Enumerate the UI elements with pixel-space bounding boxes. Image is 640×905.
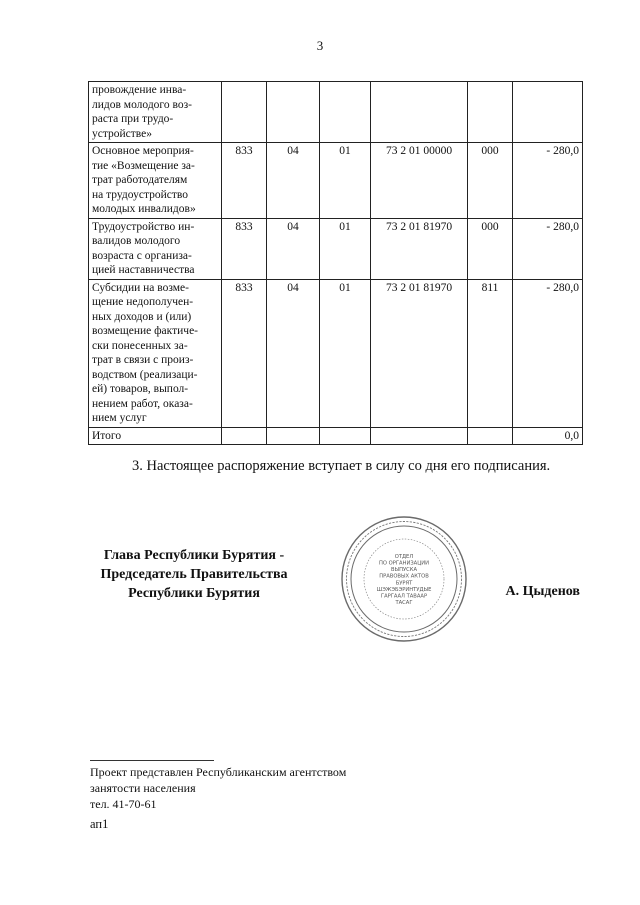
subsection-cell: 01 bbox=[320, 279, 371, 427]
admin-code-cell: 833 bbox=[222, 143, 267, 219]
item-name-line: лидов молодого воз- bbox=[92, 98, 192, 111]
section-cell: 04 bbox=[267, 218, 320, 279]
amount-cell: - 280,0 bbox=[513, 143, 583, 219]
item-name-cell bbox=[89, 279, 222, 427]
section-cell bbox=[267, 82, 320, 143]
item-name-line: трат в связи с произ- bbox=[92, 354, 194, 366]
total-empty-cell bbox=[468, 427, 513, 445]
item-name-line: цией наставничества bbox=[92, 264, 195, 276]
signer-title-line: Республики Бурятия bbox=[128, 586, 260, 601]
page-number: 3 bbox=[316, 38, 324, 53]
seal-text-line: БУРЯТ bbox=[395, 580, 413, 587]
total-empty-cell bbox=[371, 427, 468, 445]
table-row bbox=[89, 143, 583, 219]
item-name-line: возраста с организа- bbox=[92, 249, 192, 262]
seal-text-line: ВЫПУСКА bbox=[390, 567, 418, 574]
expense-type-cell: 000 bbox=[468, 143, 513, 219]
amount-cell: - 280,0 bbox=[513, 218, 583, 279]
item-name-cell bbox=[89, 143, 222, 219]
footnote-line: занятости населения bbox=[90, 781, 196, 795]
item-name-line: тие «Возмещение за- bbox=[92, 159, 195, 172]
seal-text-line: ПО ОРГАНИЗАЦИИ bbox=[378, 560, 430, 567]
document-code: ап1 bbox=[90, 817, 109, 831]
total-empty-cell bbox=[320, 427, 371, 445]
expense-type-cell: 811 bbox=[468, 279, 513, 427]
item-name-line: ей) товаров, выпол- bbox=[92, 383, 189, 395]
item-name-cell bbox=[89, 82, 222, 143]
item-name-line: молодых инвалидов» bbox=[92, 203, 196, 215]
item-name-line: устройстве» bbox=[92, 127, 153, 140]
table-row bbox=[89, 82, 583, 143]
target-article-cell: 73 2 01 81970 bbox=[371, 218, 468, 279]
item-name-line: Субсидии на возме- bbox=[92, 281, 189, 294]
seal-text-line: ТАСАГ bbox=[395, 600, 413, 607]
table-row bbox=[89, 279, 583, 427]
item-name-line: провождение инва- bbox=[92, 84, 187, 96]
subsection-cell: 01 bbox=[320, 218, 371, 279]
item-name-line: Трудоустройство ин- bbox=[92, 220, 195, 233]
table-row bbox=[89, 218, 583, 279]
amount-cell bbox=[513, 82, 583, 143]
seal-text-line: ПРАВОВЫХ АКТОВ bbox=[379, 573, 429, 580]
amount-cell: - 280,0 bbox=[513, 279, 583, 427]
subsection-cell bbox=[320, 82, 371, 143]
target-article-cell: 73 2 01 00000 bbox=[371, 143, 468, 219]
footnote-divider bbox=[90, 760, 214, 761]
item-name-line: водством (реализаци- bbox=[92, 368, 198, 381]
item-name-line: на трудоустройство bbox=[92, 188, 188, 201]
footnote bbox=[90, 764, 346, 812]
target-article-cell: 73 2 01 81970 bbox=[371, 279, 468, 427]
seal-text-line: ОТДЕЛ bbox=[394, 553, 414, 560]
official-seal bbox=[340, 515, 468, 643]
admin-code-cell: 833 bbox=[222, 218, 267, 279]
item-name-line: нием услуг bbox=[92, 412, 147, 424]
total-empty-cell bbox=[222, 427, 267, 445]
signer-title bbox=[88, 546, 300, 603]
signer-title-line: Председатель Правительства bbox=[100, 567, 288, 582]
seal-text-line: ШЭЖЭБЭРИНТУДЫЕ bbox=[376, 586, 432, 593]
section-cell: 04 bbox=[267, 143, 320, 219]
footnote-line: тел. 41-70-61 bbox=[90, 797, 157, 811]
admin-code-cell bbox=[222, 82, 267, 143]
expense-type-cell: 000 bbox=[468, 218, 513, 279]
total-row bbox=[89, 427, 583, 445]
expense-type-cell bbox=[468, 82, 513, 143]
table-body bbox=[89, 82, 583, 445]
item-name-cell bbox=[89, 218, 222, 279]
item-name-line: трат работодателям bbox=[92, 174, 188, 186]
signer-name: А. Цыденов bbox=[505, 584, 580, 599]
total-empty-cell bbox=[267, 427, 320, 445]
target-article-cell bbox=[371, 82, 468, 143]
item-name-line: ски понесенных за- bbox=[92, 339, 188, 352]
total-amount: 0,0 bbox=[513, 427, 583, 445]
item-name-line: валидов молодого bbox=[92, 235, 181, 247]
budget-amendment-table bbox=[88, 81, 583, 445]
subsection-cell: 01 bbox=[320, 143, 371, 219]
item-name-line: Основное мероприя- bbox=[92, 145, 194, 157]
item-name-line: ных доходов и (или) bbox=[92, 310, 192, 323]
total-label: Итого bbox=[89, 427, 222, 445]
footnote-line: Проект представлен Республиканским агентством bbox=[90, 765, 347, 779]
signer-title-line: Глава Республики Бурятия - bbox=[103, 548, 285, 563]
clause-3: 3. Настоящее распоряжение вступает в силу со дня его подписания. bbox=[132, 458, 551, 474]
item-name-line: щение недополучен- bbox=[92, 296, 194, 308]
admin-code-cell: 833 bbox=[222, 279, 267, 427]
seal-text-line: ГАРГААЛ ТАВААР bbox=[380, 593, 428, 600]
item-name-line: раста при трудо- bbox=[92, 113, 174, 125]
item-name-line: возмещение фактиче- bbox=[92, 325, 198, 337]
section-cell: 04 bbox=[267, 279, 320, 427]
item-name-line: нением работ, оказа- bbox=[92, 397, 193, 410]
